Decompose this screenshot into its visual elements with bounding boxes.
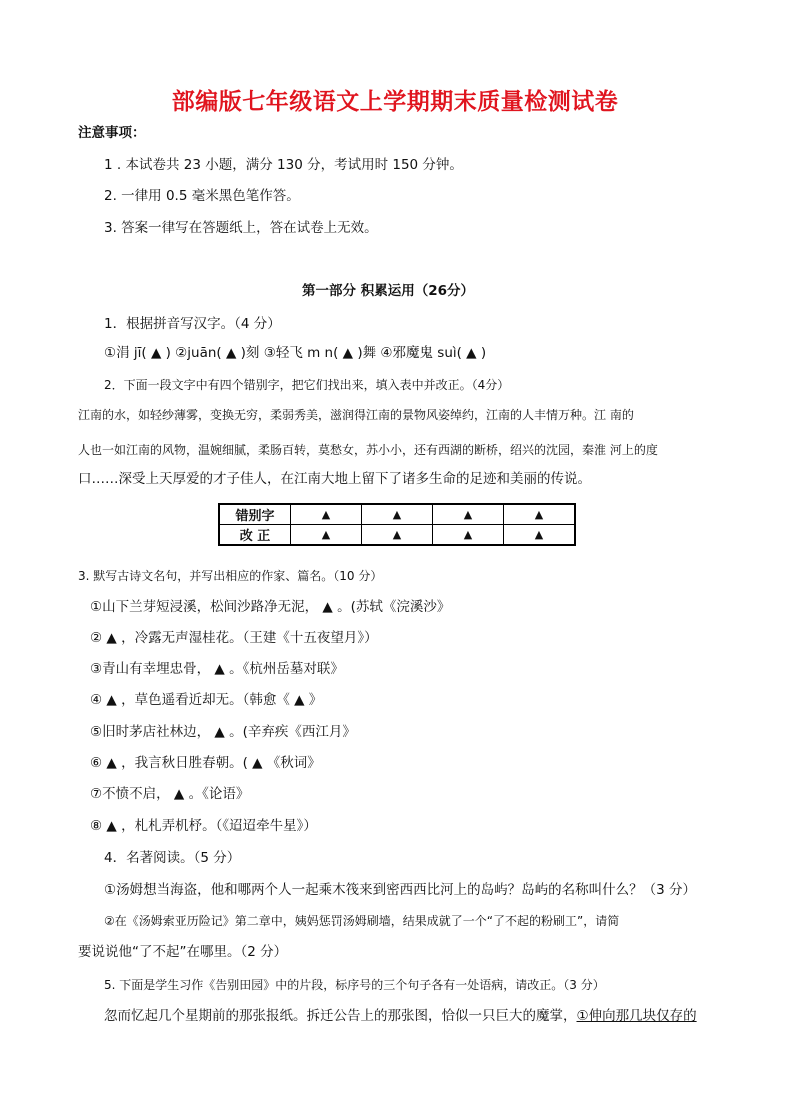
q3-line-3: ③青山有幸埋忠骨， ▲ 。《杭州岳墓对联》 <box>90 661 344 677</box>
table-row <box>219 525 575 546</box>
q3-line-6: ⑥ ▲ ，我言秋日胜春朝。( ▲ 《秋词》 <box>90 755 321 771</box>
q2-stem: 2．下面一段文字中有四个错别字，把它们找出来，填入表中并改正。（4分） <box>104 378 510 392</box>
answer-blank: ▲ <box>362 525 433 546</box>
answer-blank: ▲ <box>433 504 504 525</box>
q3-line-1: ①山下兰芽短浸溪，松间沙路净无泥， ▲ 。(苏轼《浣溪沙》 <box>90 599 451 615</box>
notice-heading: 注意事项： <box>78 125 146 141</box>
answer-blank: ▲ <box>433 525 504 546</box>
q5-paragraph-text: 忽而忆起几个星期前的那张报纸。拆迁公告上的那张图，恰似一只巨大的魔掌， <box>104 1008 577 1024</box>
page-title: 部编版七年级语文上学期期末质量检测试卷 <box>171 89 619 115</box>
q5-paragraph <box>104 1006 697 1026</box>
q2-paragraph-line-2: 人也一如江南的风物，温婉细腻，柔肠百转，莫愁女，苏小小，还有西湖的断桥，绍兴的沈园，秦淮 河上的度 <box>78 443 658 457</box>
answer-blank: ▲ <box>291 504 362 525</box>
table-row <box>219 504 575 525</box>
q3-line-5: ⑤旧时茅店社林边， ▲ 。(辛弃疾《西江月》 <box>90 724 356 740</box>
q4-sub-2-line-1: ②在《汤姆索亚历险记》第二章中，姨妈惩罚汤姆刷墙，结果成就了一个“了不起的粉刷工”，请简 <box>104 914 620 928</box>
q2-paragraph-line-1: 江南的水，如轻纱薄雾，变换无穷，柔弱秀美，滋润得江南的景物风姿绰约，江南的人丰情万种。江 南的 <box>78 408 634 422</box>
q3-line-2: ② ▲ ，冷露无声湿桂花。（王建《十五夜望月》） <box>90 630 378 646</box>
answer-blank: ▲ <box>291 525 362 546</box>
answer-blank: ▲ <box>362 504 433 525</box>
q4-stem: 4．名著阅读。（5 分） <box>104 850 241 866</box>
notice-item-1: 1 . 本试卷共 23 小题，满分 130 分，考试用时 150 分钟。 <box>104 157 463 173</box>
q3-line-4: ④ ▲ ，草色遥看近却无。（韩愈《 ▲ 》 <box>90 692 323 708</box>
table-row-label: 改 正 <box>219 525 291 546</box>
q3-stem: 3. 默写古诗文名句，并写出相应的作家、篇名。（10 分） <box>78 569 383 583</box>
q2-paragraph-line-3: 口……深受上天厚爱的才子佳人，在江南大地上留下了诸多生命的足迹和美丽的传说。 <box>78 471 591 487</box>
q5-stem: 5. 下面是学生习作《告别田园》中的片段，标序号的三个句子各有一处语病，请改正。（3 分） <box>104 978 605 992</box>
answer-blank: ▲ <box>504 504 576 525</box>
answer-blank: ▲ <box>504 525 576 546</box>
q1-stem: 1．根据拼音写汉字。（4 分） <box>104 316 281 332</box>
notice-item-2: 2. 一律用 0.5 毫米黑色笔作答。 <box>104 188 300 204</box>
notice-item-3: 3. 答案一律写在答题纸上，答在试卷上无效。 <box>104 220 378 236</box>
q5-underlined-sentence: ①伸向那几块仅存的 <box>576 1008 697 1024</box>
q4-sub-2-line-2: 要说说他“了不起”在哪里。（2 分） <box>78 944 288 960</box>
q4-sub-1: ①汤姆想当海盗，他和哪两个人一起乘木筏来到密西西比河上的岛屿？岛屿的名称叫什么？（3 分） <box>104 882 696 898</box>
error-table <box>218 503 576 546</box>
section-heading: 第一部分 积累运用（26分） <box>302 283 474 299</box>
q1-items: ①涓 jī( ▲ ) ②juān( ▲ )刻 ③轻飞 m n( ▲ )舞 ④邪魔鬼 suì( ▲ ) <box>104 345 487 361</box>
q3-line-7: ⑦不愤不启， ▲ 。《论语》 <box>90 786 250 802</box>
q3-line-8: ⑧ ▲ ，札札弄机杼。（《迢迢牵牛星》） <box>90 818 317 834</box>
table-row-label: 错别字 <box>219 504 291 525</box>
